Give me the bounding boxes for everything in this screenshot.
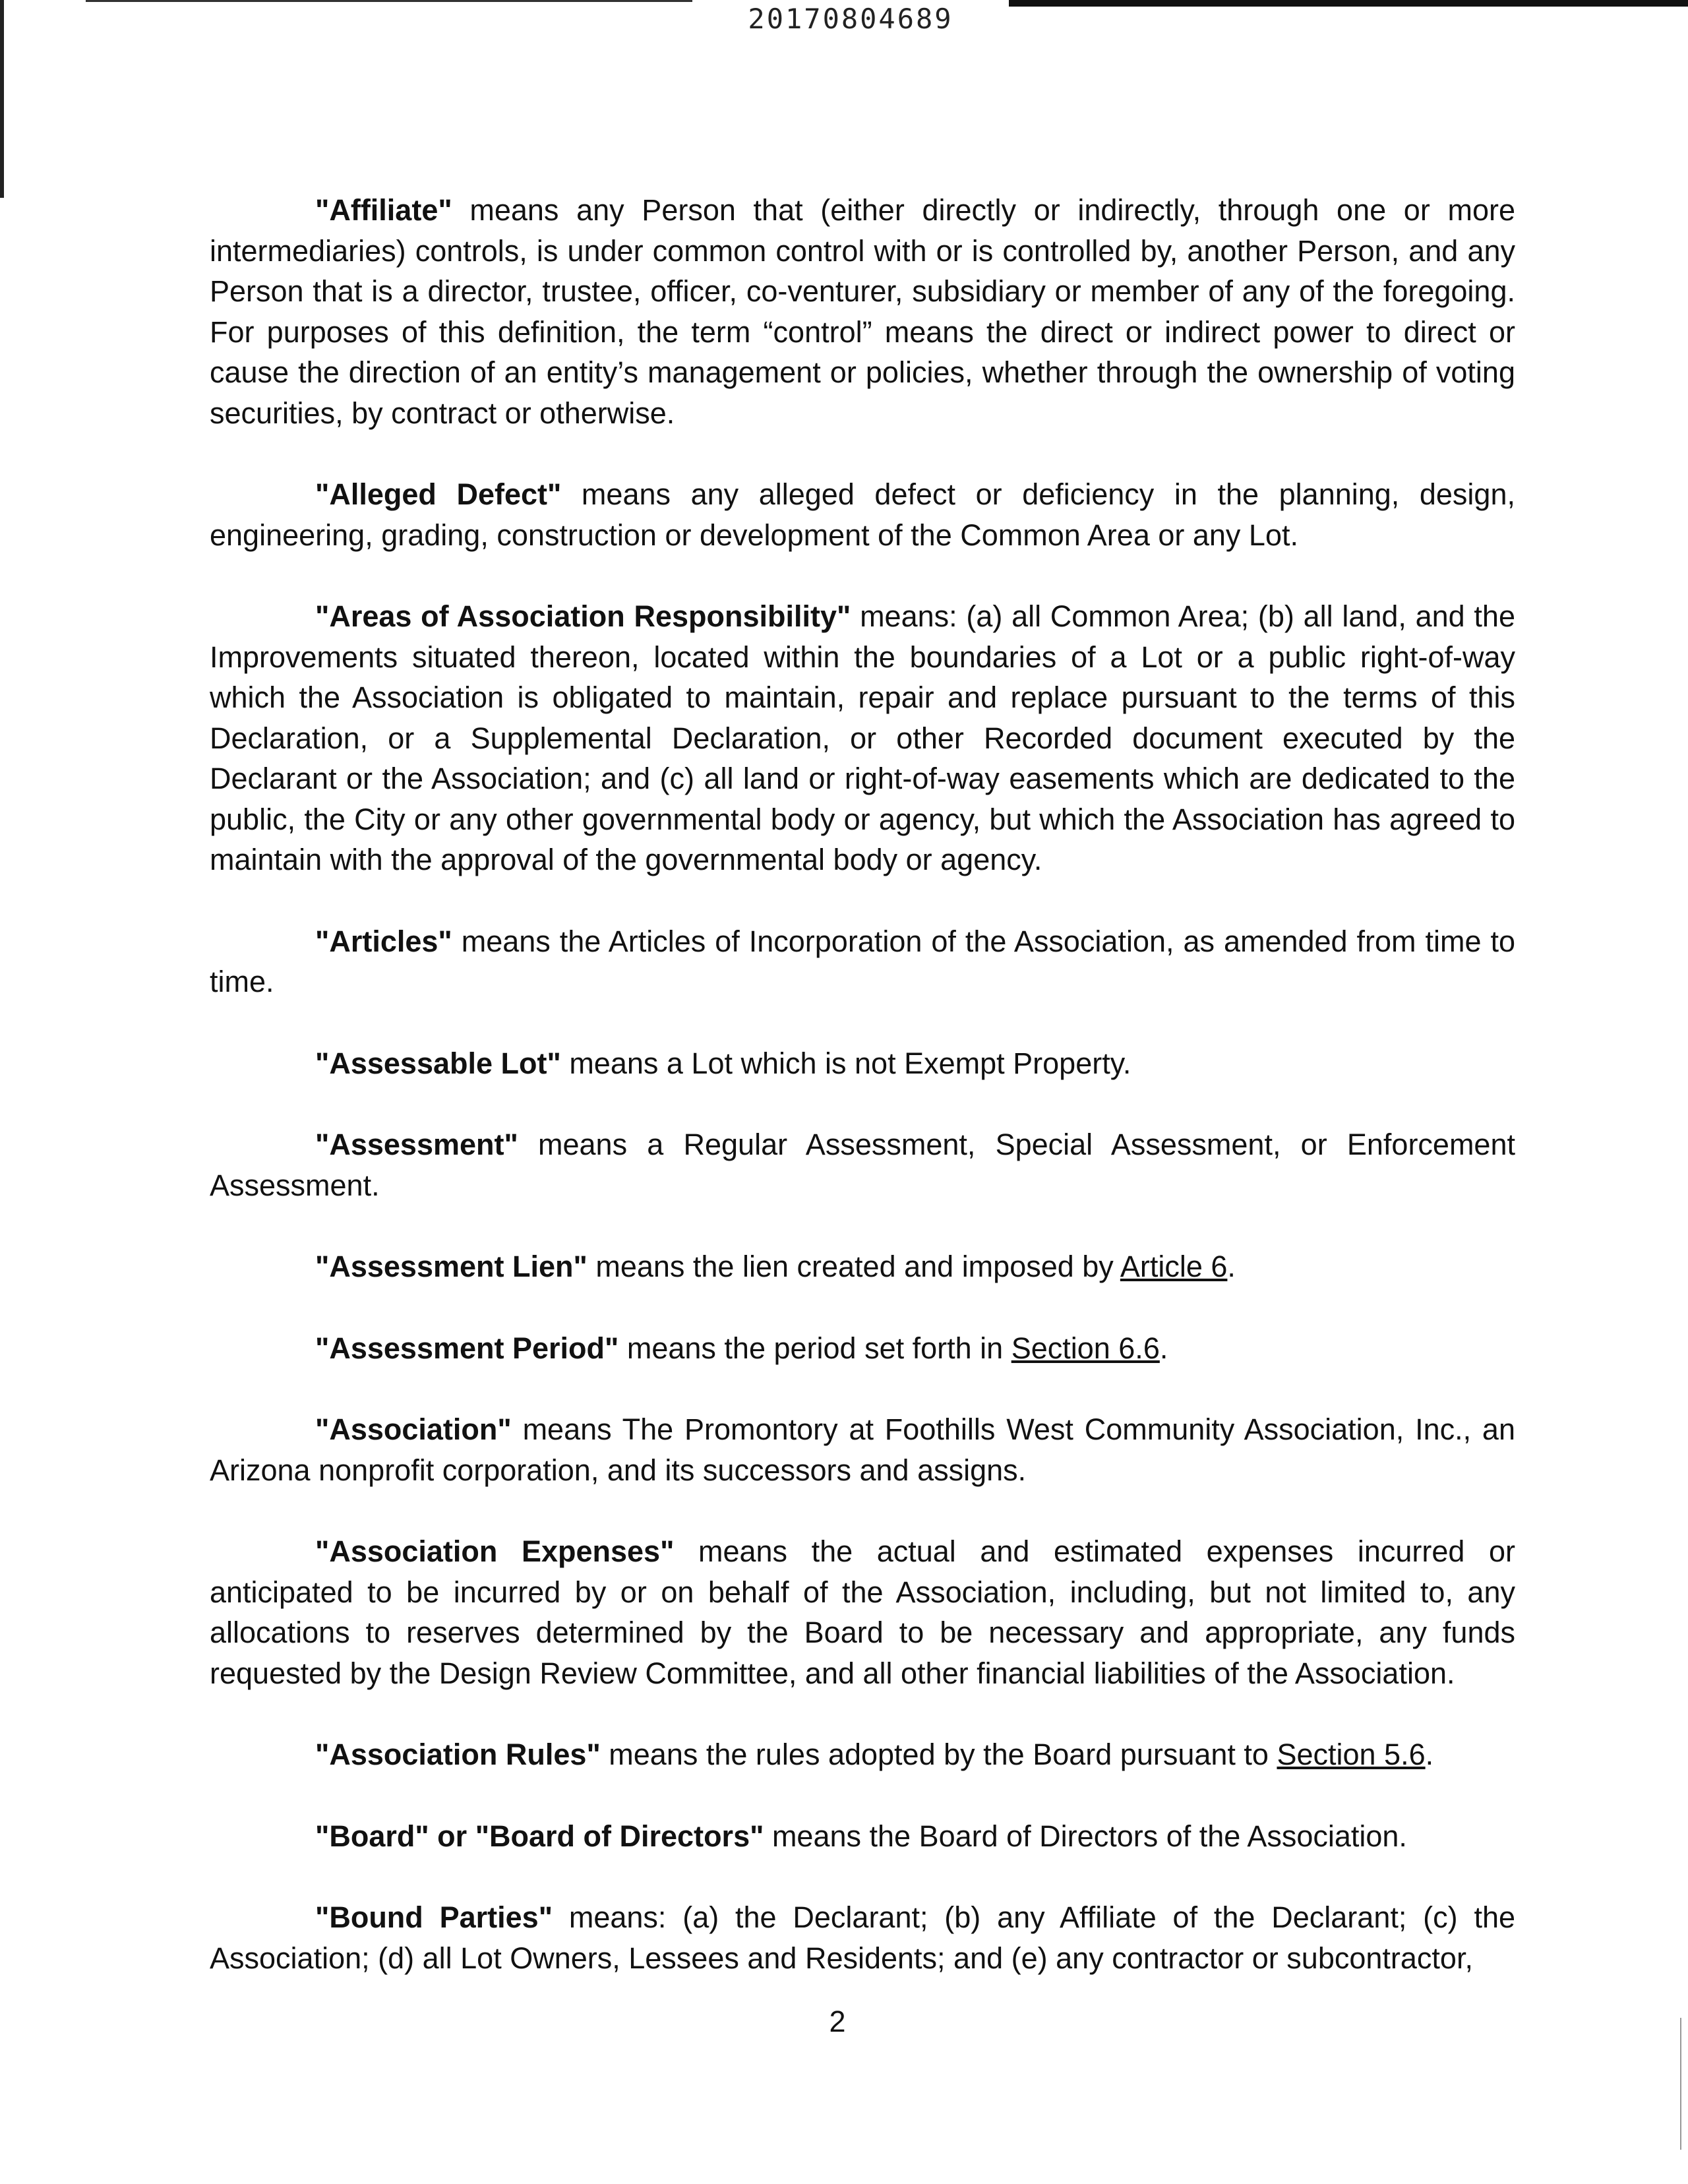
definition-text: means a Regular Assessment, Special Assessment, or Enforcement Assessment. [210,1128,1515,1202]
definition-term: "Assessment Lien" [315,1250,588,1283]
definition-text-end: . [1159,1331,1168,1365]
definition-bound-parties [210,1897,1515,1978]
definition-association-expenses [210,1531,1515,1693]
definition-assessment-lien [210,1246,1515,1287]
definition-term: "Areas of Association Responsibility" [315,599,851,633]
definition-term: "Assessment" [315,1128,518,1161]
definition-board [210,1816,1515,1857]
definition-areas-of-association-responsibility [210,596,1515,880]
definition-term: "Affiliate" [315,193,452,227]
page-number: 2 [829,2005,846,2038]
definition-articles [210,921,1515,1002]
definition-text: means The Promontory at Foothills West Community Association, Inc., an Arizona nonprofit corporation, and its successors and assigns. [210,1412,1515,1487]
definition-text: means the lien created and imposed by [587,1250,1120,1283]
definition-term: "Association" [315,1412,512,1446]
definition-text: means the rules adopted by the Board pursuant to [600,1738,1277,1771]
definition-text: means a Lot which is not Exempt Property. [560,1046,1131,1080]
definition-text: means any Person that (either directly or indirectly, through one or more intermediaries) controls, is under common control with or is controlled by, another Person, and any Person that is a director, trustee, officer, co-venturer, subsidiary or member of any of the foregoing. For purposes of this definition, the term “control” means the direct or indirect power to direct or cause the direction of an entity’s management or policies, whether through the ownership of voting securities, by contract or otherwise. [210,193,1515,430]
definition-term: "Bound Parties" [315,1900,553,1934]
definition-assessment [210,1124,1515,1205]
definition-term: "Assessable Lot" [315,1046,561,1080]
definition-term: "Association Expenses" [315,1534,675,1568]
definition-text: means the actual and estimated expenses incurred or anticipated to be incurred by or on behalf of the Association, including, but not limited to, any allocations to reserves determined by the Board to be necessary and appropriate, any funds requested by the Design Review Committee, and all other financial liabilities of the Association. [210,1534,1516,1690]
definition-text: means the Board of Directors of the Association. [764,1819,1407,1853]
definition-alleged-defect [210,474,1515,555]
definition-association [210,1409,1515,1490]
definition-assessable-lot [210,1043,1515,1084]
document-number: 20170804689 [748,3,953,35]
section-6-6-reference[interactable]: Section 6.6 [1011,1331,1160,1365]
definition-term: "Board" or "Board of Directors" [315,1819,764,1853]
top-rule-right [1009,0,1688,7]
definition-term: "Articles" [315,924,452,958]
definition-text: means the Articles of Incorporation of the Association, as amended from time to time. [210,924,1515,998]
definition-affiliate [210,190,1515,433]
section-5-6-reference[interactable]: Section 5.6 [1277,1738,1426,1771]
definition-association-rules [210,1734,1515,1775]
definition-text: means: (a) the Declarant; (b) any Affiliate of the Declarant; (c) the Association; (d) all Lot Owners, Lessees and Residents; and (e) any contractor or subcontractor, [210,1900,1515,1975]
definition-term: "Alleged Defect" [315,477,562,511]
scan-edge [0,0,4,198]
definition-assessment-period [210,1328,1515,1369]
definition-term: "Association Rules" [315,1738,601,1771]
definitions-body [210,190,1515,2019]
definition-term: "Assessment Period" [315,1331,619,1365]
definition-text: means: (a) all Common Area; (b) all land, and the Improvements situated thereon, located within the boundaries of a Lot or a public right-of-way which the Association is obligated to maintain, repair and replace pursuant to the terms of this Declaration, or a Supplemental Declaration, or other Recorded document executed by the Declarant or the Association; and (c) all land or right-of-way easements which are dedicated to the public, the City or any other governmental body or agency, but which the Association has agreed to maintain with the approval of the governmental body or agency. [210,599,1515,876]
scan-edge-mark [1680,2018,1681,2150]
definition-text: means the period set forth in [618,1331,1011,1365]
definition-text: means any alleged defect or deficiency in the planning, design, engineering, grading, construction or development of the Common Area or any Lot. [210,477,1515,552]
article-6-reference[interactable]: Article 6 [1120,1250,1228,1283]
top-rule-left [86,0,692,2]
definition-text-end: . [1425,1738,1434,1771]
definition-text-end: . [1227,1250,1236,1283]
